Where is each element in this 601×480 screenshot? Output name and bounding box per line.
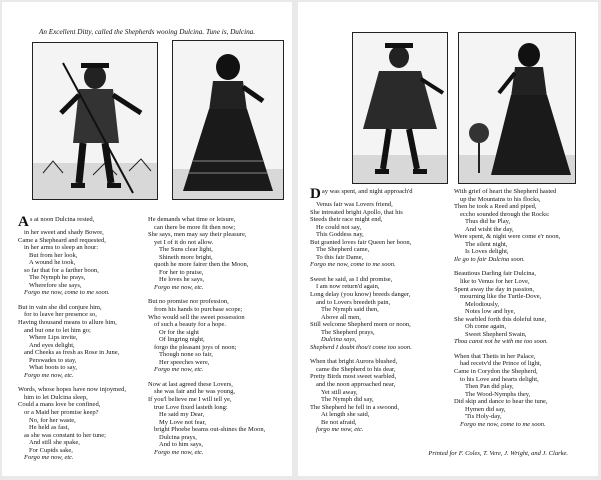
drop-cap: A xyxy=(18,216,29,229)
verse-line: Now at last agreed these Lovers, xyxy=(148,380,233,388)
verse-line: Sweet Shepherd Swain, xyxy=(465,330,527,338)
verse-line: The Suns clear light, xyxy=(159,246,213,254)
stanza xyxy=(454,188,596,263)
refrain-line: Forgo me now, etc. xyxy=(24,454,74,462)
verse-line: She warbled forth this doleful tune, xyxy=(454,315,547,323)
verse-line: For Cupids sake, xyxy=(29,446,73,454)
stanza xyxy=(310,276,452,351)
verse-line: He held as fast, xyxy=(29,424,70,432)
verse-line: Pretty Birds most sweet warbled, xyxy=(310,373,397,381)
drop-cap: D xyxy=(310,188,321,201)
verse-line: Came a Shepheard and requested, xyxy=(18,236,106,244)
verse-line: Could a mans love be confined, xyxy=(18,401,101,409)
verse-line: Her speeches were, xyxy=(159,358,210,366)
verse-line: eccho sounded through the Rocks: xyxy=(460,210,550,218)
verse-line: Of lingring night, xyxy=(159,336,205,344)
verse-line: and Cheeks as fresh as Rose in June, xyxy=(24,349,120,357)
refrain-line: Forgo me now, come to me soon. xyxy=(24,289,110,297)
verse-line: And eyes delight, xyxy=(29,341,75,349)
verse-line: as she was constant to her tune; xyxy=(24,431,106,439)
verse-line: The Nymph said then, xyxy=(321,306,379,314)
verse-line: But no promise nor profession, xyxy=(148,298,229,306)
verse-line: Were spent, & night were come e'r noon, xyxy=(454,233,561,241)
verse-line: Then he took a Reed and piped, xyxy=(454,203,537,211)
verse-line: The Wood-Nymphs they, xyxy=(465,390,531,398)
verse-line: mourning like the Turtle-Dove, xyxy=(460,293,542,301)
woodcut-lady-left xyxy=(172,40,284,200)
verse-line: He could not say, xyxy=(316,223,362,231)
verse-line: for to leave her presence so, xyxy=(24,311,97,319)
verse-line: The Shepherd came, xyxy=(316,246,370,254)
stanza xyxy=(310,358,452,433)
verse-line: to his Love and hearts delight, xyxy=(460,375,539,383)
refrain-line: Forgo me now, etc. xyxy=(154,283,204,291)
verse-line: The Shepherd prays, xyxy=(321,328,375,336)
verse-line: 'Tis Holy-day, xyxy=(465,413,502,421)
verse-line: Perswades to stay, xyxy=(29,356,77,364)
verse-line: She says, men may say their pleasure, xyxy=(148,231,247,239)
left-page xyxy=(2,2,292,476)
verse-line: Or for the sight xyxy=(159,328,199,336)
stanza xyxy=(454,270,596,345)
verse-line: Who would sell the sweet possession xyxy=(148,313,245,321)
verse-line: Spent away the day in passion, xyxy=(454,285,535,293)
verse-line: Sweet he said, as I did promise, xyxy=(310,275,393,283)
stanza xyxy=(454,353,596,428)
woodcut-shepherd-left xyxy=(32,42,158,200)
verse-line: Dulcina says, xyxy=(321,336,357,344)
verse-column-2 xyxy=(148,216,290,463)
verse-line: came the Shepherd to his dear, xyxy=(316,365,396,373)
verse-line: He demands what time or leisure, xyxy=(148,216,236,223)
verse-line: Above all men, xyxy=(321,313,361,321)
verse-line: Thus did he Play, xyxy=(465,218,511,226)
verse-line: Notes low and hye, xyxy=(465,308,516,316)
stanza xyxy=(18,386,146,461)
verse-line: Is Loves delight, xyxy=(465,248,509,256)
verse-line: For her to praise, xyxy=(159,268,204,276)
verse-line: bright Phoebe beams out-shines the Moon, xyxy=(154,426,266,434)
verse-line: s at noon Dulcina rested, xyxy=(29,216,95,223)
refrain-line: Ile go to fair Dulcina soon. xyxy=(454,255,525,263)
verse-line: yet I of it do not allow. xyxy=(154,238,214,246)
stanza xyxy=(148,216,290,291)
verse-line: Where Lips invite, xyxy=(29,334,78,342)
stanza xyxy=(148,298,290,373)
verse-line: Oh come again, xyxy=(465,323,506,331)
verse-line: If you'l believe me I will tell ye, xyxy=(148,396,232,404)
verse-line: forgo the pleasant joys of noon; xyxy=(154,343,237,351)
verse-line: He said my Dear, xyxy=(159,411,205,419)
verse-line: He loves he says, xyxy=(159,276,205,284)
verse-line: My Love not fear, xyxy=(159,418,207,426)
verse-line: Having thousand means to allure him, xyxy=(18,319,117,327)
verse-line: A wound he took, xyxy=(29,259,76,267)
refrain-line: Shepherd I doubt thou't come too soon. xyxy=(310,343,412,351)
verse-line: The silent night, xyxy=(465,240,508,248)
verse-line: At length she said, xyxy=(321,411,370,419)
verse-line: up the Mountains to his flocks, xyxy=(460,195,541,203)
verse-line: of such a beauty for a hope. xyxy=(154,321,227,329)
verse-line: And wisht the day, xyxy=(465,225,514,233)
verse-line: in her sweet and shady Bowre, xyxy=(24,229,104,236)
verse-line: from his hands to purchase scope; xyxy=(154,306,243,314)
stanza xyxy=(310,188,452,269)
refrain-line: Forgo me now, etc. xyxy=(24,371,74,379)
refrain-line: Thou canst not be with me too soon. xyxy=(454,338,548,346)
verse-line: Came in Corydon the Shepherd, xyxy=(454,368,538,376)
verse-line: him to let Dulcina sleep, xyxy=(24,393,88,401)
verse-line: No, for her waste, xyxy=(29,416,76,424)
verse-line: ay was spent, and night approach'd xyxy=(321,188,413,195)
verse-line: and but one to let him go; xyxy=(24,326,91,334)
verse-line: Melodiously, xyxy=(465,300,500,308)
refrain-line: Forgo me now, etc. xyxy=(154,448,204,456)
verse-line: To this fair Dame, xyxy=(316,253,364,261)
verse-line: With grief of heart the Shepherd hasted xyxy=(454,188,557,195)
verse-line: Be not afraid, xyxy=(321,418,357,426)
verse-line: Dulcina prays, xyxy=(159,433,197,441)
woodcut-shepherd-right xyxy=(352,32,448,184)
verse-line: The Shepherd he fell in a swoond, xyxy=(310,403,399,411)
verse-line: Beautious Darling fair Dulcina, xyxy=(454,270,536,278)
verse-line: and to Lovers breedeth pain, xyxy=(316,298,391,306)
right-page xyxy=(298,2,598,476)
verse-line: When that bright Aurora blushed, xyxy=(310,358,398,366)
verse-line: Steeds their race might end, xyxy=(310,216,383,224)
verse-line: true Love fixed lasteth long: xyxy=(154,403,228,411)
verse-line: When that Thetis in her Palace, xyxy=(454,352,536,360)
refrain-line: Forgo me now, etc. xyxy=(154,366,204,374)
verse-line: Though none so fair, xyxy=(159,351,213,359)
refrain-line: Forgo me now, come to me soon. xyxy=(460,420,546,428)
verse-line: But from her look, xyxy=(29,251,78,259)
verse-line: Wherefore she says, xyxy=(29,281,82,289)
refrain-line: Forgo me now, come to me soon. xyxy=(310,261,396,269)
verse-line: quoth he more fairer then the Moon, xyxy=(154,261,249,269)
verse-line: Words, whose hopes have now injoymed, xyxy=(18,386,126,394)
verse-line: The Nymph he prays, xyxy=(29,274,86,282)
verse-line: Still welcome Shepherd morn or noon, xyxy=(310,321,411,329)
verse-line: Long delay (you know) breeds danger, xyxy=(310,291,411,299)
verse-line: Venus fair was Lovers friend, xyxy=(316,201,393,208)
verse-line: But granted loves fair Queen her boon, xyxy=(310,238,412,246)
verse-line: I am now return'd again, xyxy=(316,283,380,291)
verse-column-3 xyxy=(310,188,452,441)
verse-line: can there be more fit then now; xyxy=(154,223,236,231)
verse-line: had receiv'd the Prince of light, xyxy=(460,360,542,368)
woodcut-lady-right xyxy=(458,32,576,184)
verse-line: And still she spake, xyxy=(29,439,80,447)
stanza xyxy=(18,216,146,297)
verse-line: This Goddess nay, xyxy=(316,231,364,239)
verse-line: Did skip and dance to hear the tune, xyxy=(454,398,548,406)
verse-line: Hymen did say, xyxy=(465,405,506,413)
verse-line: She intreated bright Apollo, that his xyxy=(310,208,403,216)
ballad-title: An Excellent Ditty, called the Shepherds wooing Dulcina. Tune is, Dulcina. xyxy=(38,28,256,36)
verse-line: Yet still away, xyxy=(321,388,358,396)
verse-line: in her arms to sleep an hour: xyxy=(24,244,99,252)
verse-line: The Nymph did say, xyxy=(321,396,374,404)
verse-line: But in vain she did conjure him, xyxy=(18,303,102,311)
verse-column-1 xyxy=(18,216,146,469)
stanza xyxy=(18,304,146,379)
verse-line: Then Pan did play, xyxy=(465,383,514,391)
verse-line: so far that for a farther boon, xyxy=(24,266,99,274)
verse-line: or a Maid her promise keep? xyxy=(24,409,99,417)
verse-line: What boots to say, xyxy=(29,364,77,372)
verse-line: she was fair and he was young, xyxy=(154,388,236,396)
verse-line: and the noon approached near, xyxy=(316,381,396,389)
refrain-line: forgo me now, etc. xyxy=(316,426,364,434)
verse-line: And to him says, xyxy=(159,441,204,449)
verse-line: Shineth more bright, xyxy=(159,253,213,261)
printer-imprint: Printed for F. Coles, T. Vere, J. Wright, and J. Clarke. xyxy=(428,450,568,457)
verse-line: like to Venus for her Love, xyxy=(460,278,530,286)
verse-column-4 xyxy=(454,188,596,435)
stanza xyxy=(148,381,290,456)
